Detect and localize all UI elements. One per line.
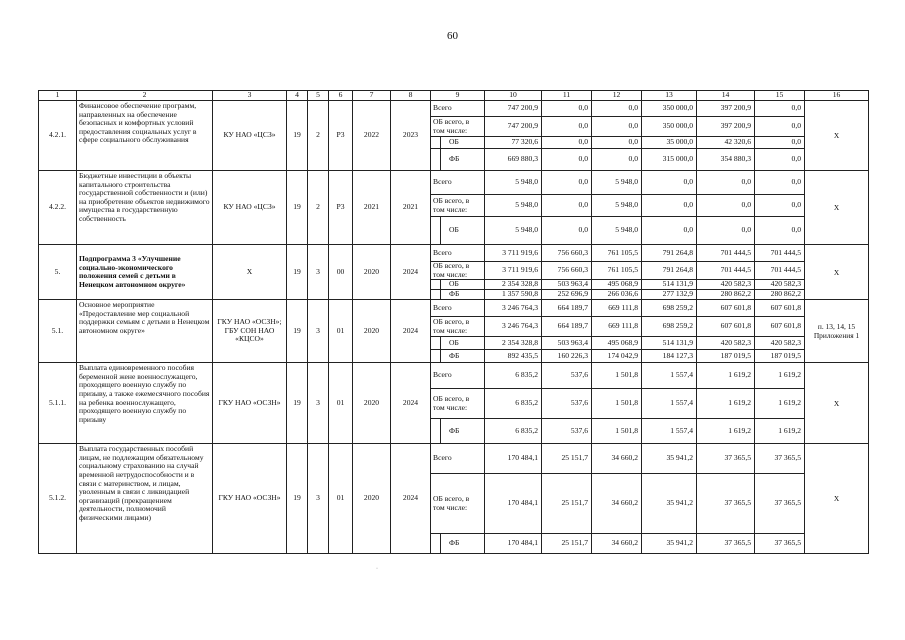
- column-header: 9: [431, 91, 485, 101]
- amount-cell: 37 365,5: [755, 474, 805, 534]
- amount-cell: 537,6: [542, 389, 592, 419]
- row-col-8: 2024: [391, 245, 431, 300]
- column-header: 15: [755, 91, 805, 101]
- amount-cell: 5 948,0: [592, 171, 642, 195]
- amount-cell: 3 246 764,3: [485, 317, 542, 337]
- row-note: Х: [805, 245, 869, 300]
- funding-label: ОБ всего, в том числе:: [431, 195, 485, 217]
- amount-cell: 350 000,0: [642, 101, 697, 117]
- amount-cell: 1 557,4: [642, 363, 697, 389]
- amount-cell: 761 105,5: [592, 262, 642, 280]
- amount-cell: 1 501,8: [592, 363, 642, 389]
- table-row: [39, 171, 869, 195]
- funding-label: ФБ: [441, 149, 485, 171]
- amount-cell: 0,0: [592, 149, 642, 171]
- amount-cell: 25 151,7: [542, 534, 592, 554]
- amount-cell: 747 200,9: [485, 117, 542, 137]
- row-col-5: 3: [308, 245, 329, 300]
- amount-cell: 791 264,8: [642, 262, 697, 280]
- column-header: 6: [329, 91, 353, 101]
- amount-cell: 170 484,1: [485, 444, 542, 474]
- amount-cell: 0,0: [642, 171, 697, 195]
- amount-cell: 77 320,6: [485, 137, 542, 149]
- row-col-5: 3: [308, 300, 329, 363]
- amount-cell: 187 019,5: [755, 350, 805, 363]
- amount-cell: 170 484,1: [485, 474, 542, 534]
- amount-cell: 420 582,3: [755, 280, 805, 290]
- amount-cell: 174 042,9: [592, 350, 642, 363]
- row-col-8: 2023: [391, 101, 431, 171]
- amount-cell: 1 501,8: [592, 419, 642, 444]
- amount-cell: 1 619,2: [697, 363, 755, 389]
- indent-spacer: [431, 280, 441, 290]
- row-note: Х: [805, 444, 869, 554]
- column-header: 16: [805, 91, 869, 101]
- amount-cell: 354 880,3: [697, 149, 755, 171]
- amount-cell: 0,0: [697, 195, 755, 217]
- row-col-4: 19: [287, 101, 308, 171]
- amount-cell: 664 189,7: [542, 300, 592, 317]
- amount-cell: 3 711 919,6: [485, 262, 542, 280]
- funding-label: ОБ всего, в том числе:: [431, 262, 485, 280]
- table-row: [39, 300, 869, 317]
- amount-cell: 3 711 919,6: [485, 245, 542, 262]
- amount-cell: 1 557,4: [642, 419, 697, 444]
- amount-cell: 1 357 590,8: [485, 290, 542, 300]
- column-header: 7: [353, 91, 391, 101]
- row-col-7: 2021: [353, 171, 391, 245]
- row-note: Х: [805, 101, 869, 171]
- amount-cell: 252 696,9: [542, 290, 592, 300]
- funding-label: Всего: [431, 171, 485, 195]
- funding-label: ОБ: [441, 137, 485, 149]
- indent-spacer: [431, 290, 441, 300]
- row-id: 4.2.2.: [39, 171, 77, 245]
- amount-cell: 184 127,3: [642, 350, 697, 363]
- column-header: 12: [592, 91, 642, 101]
- header-row: [39, 91, 869, 101]
- row-col-7: 2020: [353, 245, 391, 300]
- row-name: Бюджетные инвестиции в объекты капитального строительства государственной собственности и (или) на приобретение объектов недвижимого имущества в государственную собственность: [77, 171, 213, 245]
- table-row: [39, 444, 869, 474]
- funding-label: ФБ: [441, 534, 485, 554]
- amount-cell: 0,0: [697, 217, 755, 245]
- funding-label: ОБ всего, в том числе:: [431, 317, 485, 337]
- row-name: Подпрограмма 3 «Улучшение социально-экономического положения семей с детьми в Ненецком автономном округе»: [77, 245, 213, 300]
- amount-cell: 5 948,0: [485, 217, 542, 245]
- row-col-4: 19: [287, 444, 308, 554]
- row-col-6: 01: [329, 363, 353, 444]
- amount-cell: 514 131,9: [642, 280, 697, 290]
- amount-cell: 34 660,2: [592, 474, 642, 534]
- amount-cell: 34 660,2: [592, 534, 642, 554]
- column-header: 1: [39, 91, 77, 101]
- funding-label: Всего: [431, 245, 485, 262]
- row-col-4: 19: [287, 171, 308, 245]
- amount-cell: 2 354 328,8: [485, 337, 542, 350]
- indent-spacer: [431, 217, 441, 245]
- amount-cell: 37 365,5: [697, 444, 755, 474]
- row-name: Финансовое обеспечение программ, направленных на обеспечение безопасных и комфортных условий предоставления социальных услуг в сфере социального обслуживания: [77, 101, 213, 171]
- amount-cell: 701 444,5: [755, 262, 805, 280]
- amount-cell: 5 948,0: [485, 195, 542, 217]
- amount-cell: 280 862,2: [755, 290, 805, 300]
- amount-cell: 1 501,8: [592, 389, 642, 419]
- table-row: [39, 363, 869, 389]
- amount-cell: 1 619,2: [697, 389, 755, 419]
- amount-cell: 280 862,2: [697, 290, 755, 300]
- funding-label: Всего: [431, 363, 485, 389]
- amount-cell: 607 601,8: [755, 300, 805, 317]
- funding-label: ФБ: [441, 419, 485, 444]
- amount-cell: 1 557,4: [642, 389, 697, 419]
- indent-spacer: [431, 419, 441, 444]
- amount-cell: 420 582,3: [697, 280, 755, 290]
- amount-cell: 266 036,6: [592, 290, 642, 300]
- amount-cell: 42 320,6: [697, 137, 755, 149]
- funding-label: ОБ всего, в том числе:: [431, 474, 485, 534]
- column-header: 11: [542, 91, 592, 101]
- amount-cell: 397 200,9: [697, 101, 755, 117]
- column-header: 14: [697, 91, 755, 101]
- scan-mark: ·: [376, 566, 378, 572]
- amount-cell: 315 000,0: [642, 149, 697, 171]
- amount-cell: 0,0: [542, 195, 592, 217]
- amount-cell: 420 582,3: [755, 337, 805, 350]
- indent-spacer: [431, 350, 441, 363]
- row-name: Выплата государственных пособий лицам, не подлежащим обязательному социальному страхованию на случай временной нетрудоспособности и в связи с материнством, и лицам, уволенным в связи с ликвидацией организаций (прекращением деятельности, полномочий физическими лицами): [77, 444, 213, 554]
- row-note: Х: [805, 171, 869, 245]
- row-col-4: 19: [287, 245, 308, 300]
- amount-cell: 1 619,2: [697, 419, 755, 444]
- amount-cell: 0,0: [542, 217, 592, 245]
- amount-cell: 34 660,2: [592, 444, 642, 474]
- row-org: КУ НАО «ЦСЗ»: [213, 171, 287, 245]
- amount-cell: 0,0: [755, 117, 805, 137]
- amount-cell: 0,0: [592, 117, 642, 137]
- row-name: Основное мероприятие «Предоставление мер социальной поддержки семьям с детьми в Ненецком автономном округе»: [77, 300, 213, 363]
- amount-cell: 37 365,5: [755, 534, 805, 554]
- amount-cell: 0,0: [642, 195, 697, 217]
- amount-cell: 698 259,2: [642, 300, 697, 317]
- amount-cell: 756 660,3: [542, 262, 592, 280]
- amount-cell: 187 019,5: [697, 350, 755, 363]
- amount-cell: 537,6: [542, 419, 592, 444]
- amount-cell: 701 444,5: [697, 262, 755, 280]
- amount-cell: 503 963,4: [542, 337, 592, 350]
- amount-cell: 514 131,9: [642, 337, 697, 350]
- amount-cell: 5 948,0: [485, 171, 542, 195]
- column-header: 8: [391, 91, 431, 101]
- row-org: ГКУ НАО «ОСЗН»; ГБУ СОН НАО «КЦСО»: [213, 300, 287, 363]
- amount-cell: 277 132,9: [642, 290, 697, 300]
- row-col-7: 2022: [353, 101, 391, 171]
- row-id: 4.2.1.: [39, 101, 77, 171]
- column-header: 10: [485, 91, 542, 101]
- row-col-8: 2024: [391, 444, 431, 554]
- row-col-6: Р3: [329, 101, 353, 171]
- funding-label: Всего: [431, 444, 485, 474]
- amount-cell: 701 444,5: [755, 245, 805, 262]
- row-id: 5.1.: [39, 300, 77, 363]
- amount-cell: 747 200,9: [485, 101, 542, 117]
- amount-cell: 0,0: [542, 171, 592, 195]
- amount-cell: 0,0: [642, 217, 697, 245]
- row-col-5: 3: [308, 444, 329, 554]
- amount-cell: 669 111,8: [592, 300, 642, 317]
- row-col-4: 19: [287, 300, 308, 363]
- amount-cell: 0,0: [755, 149, 805, 171]
- row-col-7: 2020: [353, 363, 391, 444]
- amount-cell: 35 941,2: [642, 534, 697, 554]
- row-id: 5.: [39, 245, 77, 300]
- amount-cell: 495 068,9: [592, 280, 642, 290]
- amount-cell: 0,0: [542, 117, 592, 137]
- amount-cell: 0,0: [542, 137, 592, 149]
- amount-cell: 2 354 328,8: [485, 280, 542, 290]
- amount-cell: 6 835,2: [485, 363, 542, 389]
- amount-cell: 5 948,0: [592, 217, 642, 245]
- amount-cell: 791 264,8: [642, 245, 697, 262]
- amount-cell: 0,0: [755, 217, 805, 245]
- amount-cell: 350 000,0: [642, 117, 697, 137]
- amount-cell: 0,0: [697, 171, 755, 195]
- amount-cell: 160 226,3: [542, 350, 592, 363]
- row-col-6: 00: [329, 245, 353, 300]
- amount-cell: 756 660,3: [542, 245, 592, 262]
- amount-cell: 607 601,8: [697, 317, 755, 337]
- funding-label: Всего: [431, 300, 485, 317]
- row-col-8: 2024: [391, 300, 431, 363]
- amount-cell: 0,0: [542, 149, 592, 171]
- amount-cell: 607 601,8: [755, 317, 805, 337]
- amount-cell: 35 941,2: [642, 474, 697, 534]
- row-col-5: 2: [308, 171, 329, 245]
- amount-cell: 701 444,5: [697, 245, 755, 262]
- row-org: ГКУ НАО «ОСЗН»: [213, 444, 287, 554]
- funding-label: Всего: [431, 101, 485, 117]
- row-note: п. 13, 14, 15 Приложения 1: [805, 300, 869, 363]
- indent-spacer: [431, 137, 441, 149]
- amount-cell: 0,0: [755, 137, 805, 149]
- row-col-6: 01: [329, 444, 353, 554]
- table-row: [39, 245, 869, 262]
- amount-cell: 5 948,0: [592, 195, 642, 217]
- amount-cell: 0,0: [755, 195, 805, 217]
- row-col-8: 2024: [391, 363, 431, 444]
- funding-label: ОБ: [441, 280, 485, 290]
- indent-spacer: [431, 337, 441, 350]
- row-org: КУ НАО «ЦСЗ»: [213, 101, 287, 171]
- amount-cell: 420 582,3: [697, 337, 755, 350]
- amount-cell: 1 619,2: [755, 419, 805, 444]
- row-name: Выплата единовременного пособия беременной жене военнослужащего, проходящего военную службу по призыву, а также ежемесячного пособия на ребенка военнослужащего, проходящего военную службу по призыву: [77, 363, 213, 444]
- amount-cell: 0,0: [592, 137, 642, 149]
- row-col-7: 2020: [353, 444, 391, 554]
- amount-cell: 698 259,2: [642, 317, 697, 337]
- row-note: Х: [805, 363, 869, 444]
- amount-cell: 664 189,7: [542, 317, 592, 337]
- funding-label: ОБ: [441, 217, 485, 245]
- amount-cell: 6 835,2: [485, 419, 542, 444]
- row-col-6: Р3: [329, 171, 353, 245]
- amount-cell: 537,6: [542, 363, 592, 389]
- table-row: [39, 101, 869, 117]
- funding-label: ОБ всего, в том числе:: [431, 117, 485, 137]
- row-org: Х: [213, 245, 287, 300]
- amount-cell: 25 151,7: [542, 474, 592, 534]
- column-header: 2: [77, 91, 213, 101]
- amount-cell: 761 105,5: [592, 245, 642, 262]
- funding-label: ОБ всего, в том числе:: [431, 389, 485, 419]
- amount-cell: 6 835,2: [485, 389, 542, 419]
- amount-cell: 35 941,2: [642, 444, 697, 474]
- amount-cell: 892 435,5: [485, 350, 542, 363]
- indent-spacer: [431, 534, 441, 554]
- funding-label: ФБ: [441, 290, 485, 300]
- row-col-4: 19: [287, 363, 308, 444]
- amount-cell: 37 365,5: [755, 444, 805, 474]
- row-org: ГКУ НАО «ОСЗН»: [213, 363, 287, 444]
- amount-cell: 35 000,0: [642, 137, 697, 149]
- amount-cell: 669 880,3: [485, 149, 542, 171]
- amount-cell: 37 365,5: [697, 474, 755, 534]
- amount-cell: 0,0: [755, 171, 805, 195]
- row-col-5: 3: [308, 363, 329, 444]
- amount-cell: 25 151,7: [542, 444, 592, 474]
- amount-cell: 397 200,9: [697, 117, 755, 137]
- amount-cell: 503 963,4: [542, 280, 592, 290]
- column-header: 5: [308, 91, 329, 101]
- column-header: 13: [642, 91, 697, 101]
- amount-cell: 0,0: [592, 101, 642, 117]
- amount-cell: 495 068,9: [592, 337, 642, 350]
- row-col-7: 2020: [353, 300, 391, 363]
- column-header: 3: [213, 91, 287, 101]
- column-header: 4: [287, 91, 308, 101]
- funding-label: ФБ: [441, 350, 485, 363]
- budget-table-wrapper: [38, 90, 868, 554]
- row-col-5: 2: [308, 101, 329, 171]
- amount-cell: 607 601,8: [697, 300, 755, 317]
- amount-cell: 0,0: [542, 101, 592, 117]
- amount-cell: 3 246 764,3: [485, 300, 542, 317]
- amount-cell: 1 619,2: [755, 389, 805, 419]
- amount-cell: 37 365,5: [697, 534, 755, 554]
- amount-cell: 669 111,8: [592, 317, 642, 337]
- row-id: 5.1.1.: [39, 363, 77, 444]
- amount-cell: 1 619,2: [755, 363, 805, 389]
- budget-table: [38, 90, 869, 554]
- amount-cell: 0,0: [755, 101, 805, 117]
- amount-cell: 170 484,1: [485, 534, 542, 554]
- funding-label: ОБ: [441, 337, 485, 350]
- page-number: 60: [447, 30, 458, 42]
- row-col-8: 2021: [391, 171, 431, 245]
- row-col-6: 01: [329, 300, 353, 363]
- row-id: 5.1.2.: [39, 444, 77, 554]
- indent-spacer: [431, 149, 441, 171]
